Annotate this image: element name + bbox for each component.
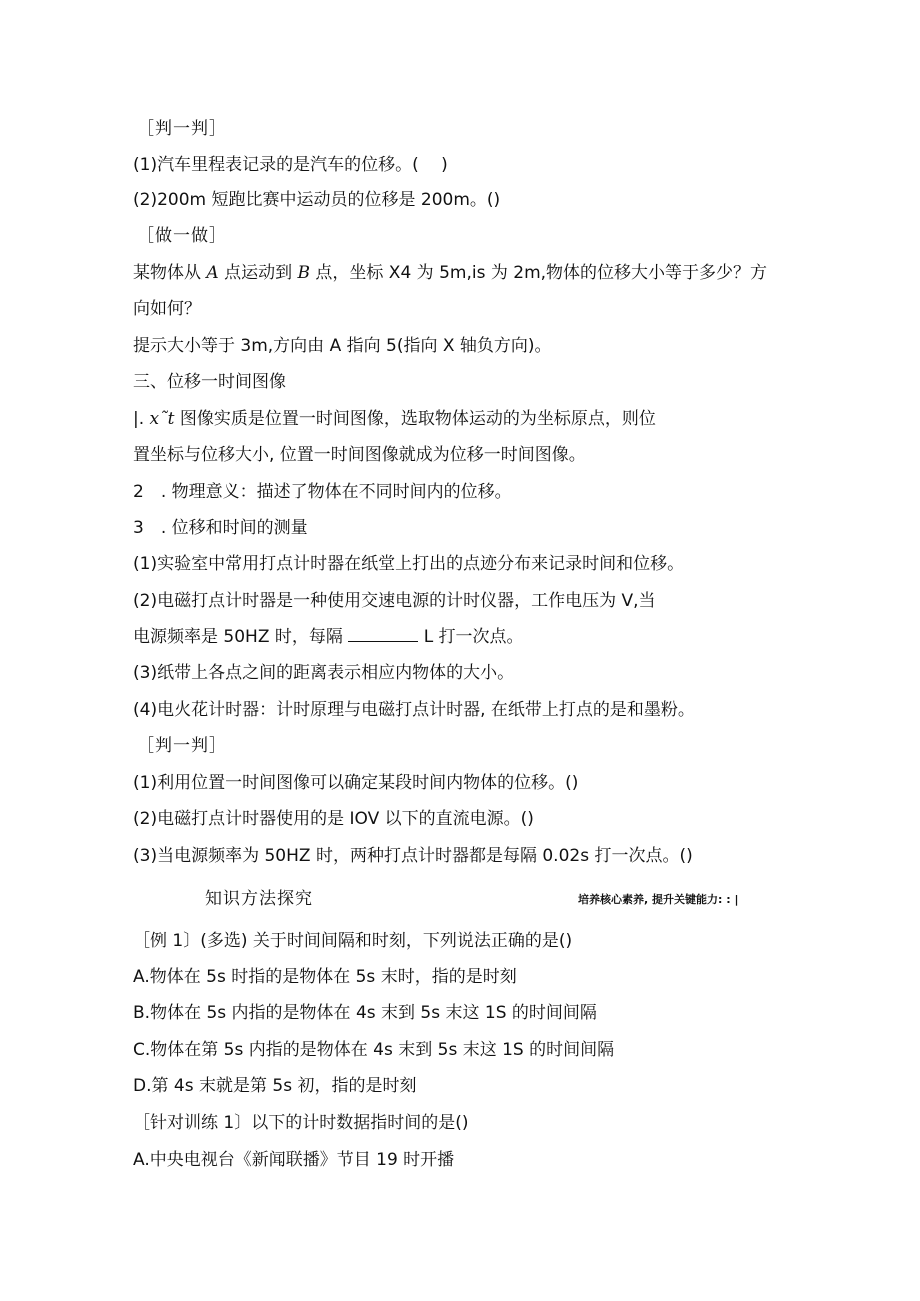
measure-item-3: (3)纸带上各点之间的距离表示相应内物体的大小。 — [133, 663, 515, 683]
section-3-para-1-line-1 — [133, 408, 656, 430]
do-hint: 提示大小等于 3m,方向由 A 指向 5(指向 X 轴负方向)。 — [133, 336, 552, 356]
do-question-part-3: 点，坐标 X4 为 5m,is 为 2m,物体的位移大小等于多少？方 — [315, 263, 768, 283]
example-1-option-c: C.物体在第 5s 内指的是物体在 4s 末到 5s 末这 1S 的时间间隔 — [133, 1040, 615, 1060]
training-1-question: ［针对训练 1〕以下的计时数据指时间的是() — [133, 1113, 469, 1133]
do-question-line-1 — [133, 262, 767, 284]
do-heading: ［做一做］ — [137, 226, 227, 246]
section-3-para-3: 3 . 位移和时间的测量 — [133, 518, 308, 538]
judge-heading-2: ［判一判］ — [137, 736, 227, 756]
judge-heading-1: ［判一判］ — [137, 119, 227, 139]
example-1-question: ［例 1〕(多选) 关于时间间隔和时刻，下列说法正确的是() — [133, 931, 573, 951]
measure-item-2-text-b: L 打一次点。 — [423, 627, 524, 647]
fill-blank — [348, 626, 418, 642]
training-1-option-a: A.中央电视台《新闻联播》节目 19 时开播 — [133, 1150, 455, 1170]
example-1-option-b: B.物体在 5s 内指的是物体在 4s 末到 5s 末这 1S 的时间间隔 — [133, 1003, 597, 1023]
judge-2-item-3: (3)当电源频率为 50HZ 时，两种打点计时器都是每隔 0.02s 打一次点。() — [133, 846, 693, 866]
knowledge-section-note: 培养核心素养, 提升关键能力: : | — [578, 893, 739, 906]
judge-item-2: (2)200m 短跑比赛中运动员的位移是 200m。() — [133, 190, 501, 210]
section-3-para-2: 2 . 物理意义：描述了物体在不同时间内的位移。 — [133, 482, 512, 502]
section-3-para-1-line-2: 置坐标与位移大小, 位置一时间图像就成为位移一时间图像。 — [133, 445, 586, 465]
do-question-var-b: B — [297, 263, 310, 283]
section-3-title: 三、位移一时间图像 — [133, 372, 286, 392]
measure-item-4: (4)电火花计时器：计时原理与电磁打点计时器, 在纸带上打点的是和墨粉。 — [133, 700, 695, 720]
judge-2-item-2: (2)电磁打点计时器使用的是 IOV 以下的直流电源。() — [133, 809, 534, 829]
knowledge-section-title: 知识方法探究 — [205, 889, 313, 909]
judge-item-1: (1)汽车里程表记录的是汽车的位移。( ) — [133, 155, 448, 175]
judge-2-item-1: (1)利用位置一时间图像可以确定某段时间内物体的位移。() — [133, 773, 579, 793]
do-question-part-2: 点运动到 — [224, 263, 293, 283]
para-1-variable: x˜t — [149, 409, 175, 429]
para-1-text: 图像实质是位置一时间图像，选取物体运动的为坐标原点，则位 — [179, 409, 656, 429]
para-1-prefix: |. — [133, 409, 145, 429]
do-question-var-a: A — [206, 263, 219, 283]
measure-item-2-text-a: 电源频率是 50HZ 时，每隔 — [133, 627, 343, 647]
do-question-line-2: 向如何？ — [133, 299, 201, 319]
example-1-option-a: A.物体在 5s 时指的是物体在 5s 末时，指的是时刻 — [133, 967, 517, 987]
measure-item-2-line-2 — [133, 626, 524, 648]
do-question-part-1: 某物体从 — [133, 263, 201, 283]
example-1-option-d: D.第 4s 末就是第 5s 初，指的是时刻 — [133, 1076, 417, 1096]
measure-item-1: (1)实验室中常用打点计时器在纸堂上打出的点迹分布来记录时间和位移。 — [133, 554, 685, 574]
measure-item-2-line-1: (2)电磁打点计时器是一种使用交速电源的计时仪器，工作电压为 V,当 — [133, 591, 656, 611]
